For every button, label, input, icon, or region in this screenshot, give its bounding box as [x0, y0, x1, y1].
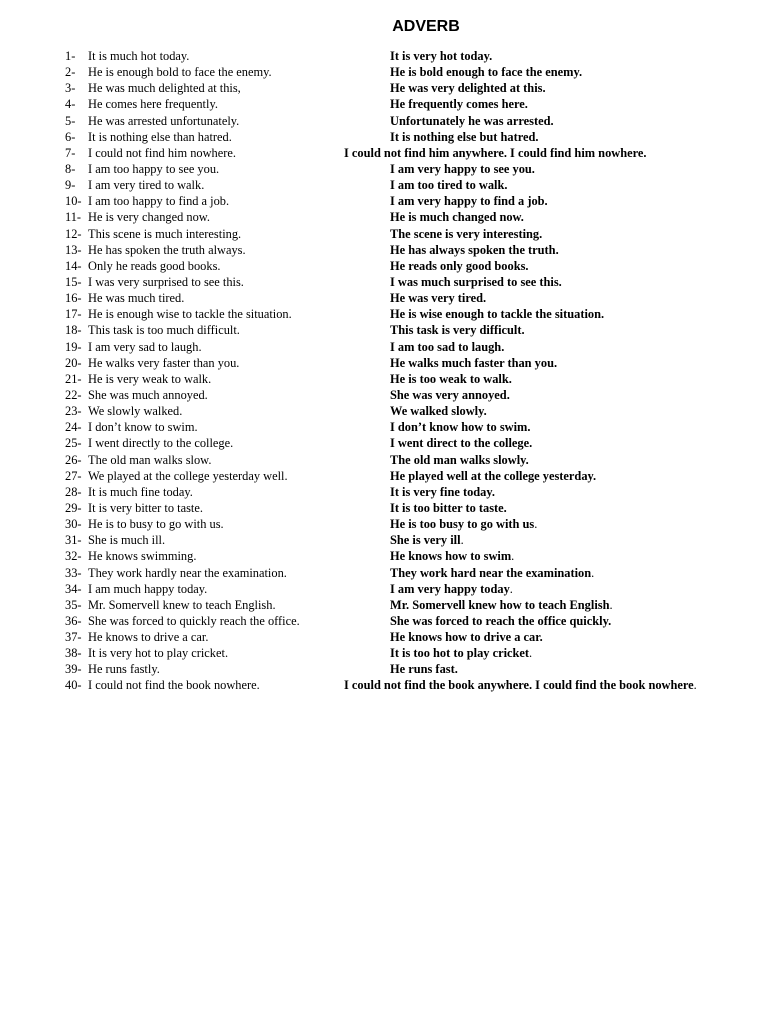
item-number: 18-: [65, 323, 82, 338]
corrected-sentence: He is much changed now.: [390, 210, 524, 225]
corrected-sentence: I was much surprised to see this.: [390, 274, 562, 289]
incorrect-sentence: I went directly to the college.: [88, 436, 234, 451]
corrected-sentence-group: [390, 193, 548, 209]
corrected-sentence: He played well at the college yesterday.: [390, 468, 597, 483]
incorrect-sentence: He walks very faster than you.: [88, 355, 240, 370]
corrected-sentence-group: [390, 177, 507, 193]
corrected-sentence-group: [390, 403, 487, 419]
list-item: [0, 274, 768, 290]
list-item: [0, 48, 768, 64]
item-number: 8-: [65, 161, 76, 176]
corrected-sentence-group: [390, 532, 464, 548]
item-number: 6-: [65, 129, 76, 144]
corrected-sentence-group: [390, 371, 512, 387]
corrected-sentence: She was very annoyed.: [390, 387, 510, 402]
corrected-sentence: He is bold enough to face the enemy.: [390, 65, 583, 80]
item-number: 34-: [65, 581, 82, 596]
list-item: [0, 226, 768, 242]
incorrect-sentence: I was very surprised to see this.: [88, 274, 244, 289]
item-number: 25-: [65, 436, 82, 451]
item-number: 15-: [65, 274, 82, 289]
trailing-punctuation: .: [534, 517, 538, 532]
list-item: [0, 145, 768, 161]
trailing-punctuation: .: [509, 581, 513, 596]
corrected-sentence-group: [390, 645, 532, 661]
corrected-sentence: They work hard near the examination: [390, 565, 592, 580]
list-item: [0, 629, 768, 645]
incorrect-sentence: He comes here frequently.: [88, 97, 218, 112]
incorrect-sentence: He runs fastly.: [88, 662, 160, 677]
corrected-sentence: The scene is very interesting.: [390, 226, 543, 241]
corrected-sentence-group: [390, 306, 604, 322]
list-item: [0, 468, 768, 484]
trailing-punctuation: .: [460, 533, 464, 548]
list-item: [0, 193, 768, 209]
corrected-sentence-group: [390, 387, 510, 403]
corrected-sentence-group: [390, 629, 543, 645]
corrected-sentence-group: [390, 435, 532, 451]
corrected-sentence-group: [390, 419, 530, 435]
corrected-sentence-group: [390, 258, 529, 274]
corrected-sentence-group: [390, 661, 458, 677]
list-item: [0, 177, 768, 193]
corrected-sentence-group: [390, 355, 557, 371]
corrected-sentence-group: [390, 242, 559, 258]
list-item: [0, 565, 768, 581]
corrected-sentence: He is too busy to go with us: [390, 517, 535, 532]
corrected-sentence: He is too weak to walk.: [390, 371, 512, 386]
corrected-sentence-group: [390, 226, 542, 242]
corrected-sentence: He runs fast.: [390, 662, 458, 677]
corrected-sentence-group: [390, 161, 535, 177]
list-item: [0, 613, 768, 629]
incorrect-sentence: She was much annoyed.: [88, 387, 208, 402]
exercise-list: [0, 48, 768, 694]
corrected-sentence-group: [390, 500, 507, 516]
item-number: 30-: [65, 517, 82, 532]
list-item: [0, 209, 768, 225]
list-item: [0, 339, 768, 355]
item-number: 27-: [65, 468, 82, 483]
item-number: 19-: [65, 339, 82, 354]
corrected-sentence: It is very fine today.: [390, 484, 495, 499]
item-number: 22-: [65, 387, 82, 402]
corrected-sentence-group: [390, 322, 525, 338]
incorrect-sentence: He is very changed now.: [88, 210, 211, 225]
corrected-sentence-group: [390, 565, 594, 581]
item-number: 2-: [65, 65, 76, 80]
corrected-sentence: She was forced to reach the office quickly.: [390, 613, 612, 628]
incorrect-sentence: It is very hot to play cricket.: [88, 646, 229, 661]
item-number: 38-: [65, 646, 82, 661]
corrected-sentence: I could not find him anywhere. I could find him nowhere.: [344, 145, 647, 160]
corrected-sentence: Mr. Somervell knew how to teach English: [390, 597, 610, 612]
item-number: 4-: [65, 97, 76, 112]
item-number: 37-: [65, 630, 82, 645]
item-number: 14-: [65, 258, 82, 273]
corrected-sentence: I am too sad to laugh.: [390, 339, 505, 354]
item-number: 1-: [65, 49, 76, 63]
incorrect-sentence: It is much hot today.: [88, 49, 190, 63]
list-item: [0, 419, 768, 435]
corrected-sentence-group: [390, 581, 513, 597]
incorrect-sentence: The old man walks slow.: [88, 452, 212, 467]
incorrect-sentence: He was arrested unfortunately.: [88, 113, 240, 128]
incorrect-sentence: Only he reads good books.: [88, 258, 221, 273]
list-item: [0, 516, 768, 532]
incorrect-sentence: I am too happy to find a job.: [88, 194, 230, 209]
item-number: 7-: [65, 145, 76, 160]
list-item: [0, 581, 768, 597]
incorrect-sentence: It is very bitter to taste.: [88, 500, 203, 515]
item-number: 26-: [65, 452, 82, 467]
item-number: 40-: [65, 678, 82, 693]
item-number: 23-: [65, 404, 82, 419]
item-number: 10-: [65, 194, 82, 209]
item-number: 21-: [65, 371, 82, 386]
corrected-sentence: He frequently comes here.: [390, 97, 528, 112]
incorrect-sentence: She was forced to quickly reach the office.: [88, 613, 300, 628]
corrected-sentence-group: [390, 290, 486, 306]
list-item: [0, 306, 768, 322]
incorrect-sentence: He has spoken the truth always.: [88, 242, 246, 257]
corrected-sentence: He has always spoken the truth.: [390, 242, 559, 257]
list-item: [0, 290, 768, 306]
incorrect-sentence: Mr. Somervell knew to teach English.: [88, 597, 276, 612]
list-item: [0, 661, 768, 677]
list-item: [0, 403, 768, 419]
incorrect-sentence: We slowly walked.: [88, 404, 183, 419]
list-item: [0, 80, 768, 96]
corrected-sentence: I am very happy to find a job.: [390, 194, 548, 209]
corrected-sentence: I am too tired to walk.: [390, 178, 508, 193]
incorrect-sentence: It is nothing else than hatred.: [88, 129, 232, 144]
page-title: ADVERB: [392, 18, 460, 35]
item-number: 12-: [65, 226, 82, 241]
corrected-sentence: I am very happy to see you.: [390, 161, 535, 176]
list-item: [0, 597, 768, 613]
list-item: [0, 322, 768, 338]
item-number: 11-: [65, 210, 82, 225]
trailing-punctuation: .: [511, 549, 515, 564]
item-number: 32-: [65, 549, 82, 564]
item-number: 39-: [65, 662, 82, 677]
corrected-sentence: Unfortunately he was arrested.: [390, 113, 554, 128]
incorrect-sentence: He is enough bold to face the enemy.: [88, 65, 272, 80]
incorrect-sentence: I am very sad to laugh.: [88, 339, 202, 354]
corrected-sentence: I went direct to the college.: [390, 436, 533, 451]
item-number: 29-: [65, 500, 82, 515]
corrected-sentence: I could not find the book anywhere. I could find the book nowhere: [344, 678, 694, 693]
incorrect-sentence: They work hardly near the examination.: [88, 565, 287, 580]
incorrect-sentence: I am much happy today.: [88, 581, 208, 596]
corrected-sentence: We walked slowly.: [390, 404, 487, 419]
item-number: 35-: [65, 597, 82, 612]
corrected-sentence: He is wise enough to tackle the situation.: [390, 307, 605, 322]
corrected-sentence: She is very ill: [390, 533, 461, 548]
list-item: [0, 113, 768, 129]
item-number: 36-: [65, 613, 82, 628]
item-number: 28-: [65, 484, 82, 499]
list-item: [0, 242, 768, 258]
item-number: 13-: [65, 242, 82, 257]
corrected-sentence-group: [390, 129, 538, 145]
corrected-sentence: The old man walks slowly.: [390, 452, 529, 467]
trailing-punctuation: .: [693, 678, 697, 693]
incorrect-sentence: I am too happy to see you.: [88, 161, 220, 176]
corrected-sentence-group: [390, 274, 562, 290]
trailing-punctuation: .: [529, 646, 533, 661]
corrected-sentence-group: [390, 339, 504, 355]
corrected-sentence: It is nothing else but hatred.: [390, 129, 539, 144]
item-number: 9-: [65, 178, 76, 193]
corrected-sentence-group: [390, 597, 613, 613]
incorrect-sentence: We played at the college yesterday well.: [88, 468, 288, 483]
corrected-sentence-group: [344, 145, 646, 161]
corrected-sentence-group: [390, 548, 514, 564]
corrected-sentence-group: [344, 677, 697, 693]
incorrect-sentence: It is much fine today.: [88, 484, 193, 499]
corrected-sentence-group: [390, 613, 611, 629]
corrected-sentence: This task is very difficult.: [390, 323, 525, 338]
item-number: 31-: [65, 533, 82, 548]
list-item: [0, 645, 768, 661]
corrected-sentence-group: [390, 209, 524, 225]
incorrect-sentence: He was much delighted at this,: [88, 81, 241, 96]
list-item: [0, 532, 768, 548]
incorrect-sentence: He was much tired.: [88, 291, 185, 306]
corrected-sentence: I don’t know how to swim.: [390, 420, 531, 435]
incorrect-sentence: She is much ill.: [88, 533, 166, 548]
item-number: 17-: [65, 307, 82, 322]
list-item: [0, 96, 768, 112]
list-item: [0, 64, 768, 80]
incorrect-sentence: This task is too much difficult.: [88, 323, 240, 338]
corrected-sentence: He knows how to drive a car.: [390, 630, 543, 645]
list-item: [0, 452, 768, 468]
list-item: [0, 435, 768, 451]
incorrect-sentence: I could not find the book nowhere.: [88, 678, 260, 693]
list-item: [0, 129, 768, 145]
trailing-punctuation: .: [609, 597, 613, 612]
incorrect-sentence: I don’t know to swim.: [88, 420, 198, 435]
list-item: [0, 677, 768, 693]
list-item: [0, 161, 768, 177]
incorrect-sentence: He is very weak to walk.: [88, 371, 212, 386]
corrected-sentence: I am very happy today: [390, 581, 510, 596]
corrected-sentence-group: [390, 452, 529, 468]
corrected-sentence: He was very tired.: [390, 291, 487, 306]
corrected-sentence: He was very delighted at this.: [390, 81, 546, 96]
corrected-sentence: He walks much faster than you.: [390, 355, 558, 370]
item-number: 24-: [65, 420, 82, 435]
list-item: [0, 548, 768, 564]
item-number: 5-: [65, 113, 76, 128]
incorrect-sentence: I am very tired to walk.: [88, 178, 205, 193]
corrected-sentence: He knows how to swim: [390, 549, 512, 564]
incorrect-sentence: He knows to drive a car.: [88, 630, 209, 645]
trailing-punctuation: .: [591, 565, 595, 580]
corrected-sentence-group: [390, 113, 554, 129]
corrected-sentence: He reads only good books.: [390, 258, 529, 273]
corrected-sentence-group: [390, 484, 495, 500]
corrected-sentence: It is very hot today.: [390, 49, 493, 63]
item-number: 16-: [65, 291, 82, 306]
item-number: 33-: [65, 565, 82, 580]
corrected-sentence-group: [390, 64, 582, 80]
corrected-sentence-group: [390, 96, 528, 112]
corrected-sentence-group: [390, 80, 546, 96]
corrected-sentence-group: [390, 48, 492, 64]
incorrect-sentence: He is enough wise to tackle the situation.: [88, 307, 292, 322]
incorrect-sentence: This scene is much interesting.: [88, 226, 242, 241]
corrected-sentence: It is too hot to play cricket: [390, 646, 530, 661]
list-item: [0, 355, 768, 371]
incorrect-sentence: He is to busy to go with us.: [88, 517, 224, 532]
list-item: [0, 387, 768, 403]
incorrect-sentence: He knows swimming.: [88, 549, 197, 564]
corrected-sentence-group: [390, 468, 596, 484]
list-item: [0, 484, 768, 500]
list-item: [0, 500, 768, 516]
list-item: [0, 258, 768, 274]
corrected-sentence-group: [390, 516, 537, 532]
list-item: [0, 371, 768, 387]
corrected-sentence: It is too bitter to taste.: [390, 500, 507, 515]
item-number: 20-: [65, 355, 82, 370]
incorrect-sentence: I could not find him nowhere.: [88, 145, 236, 160]
item-number: 3-: [65, 81, 76, 96]
